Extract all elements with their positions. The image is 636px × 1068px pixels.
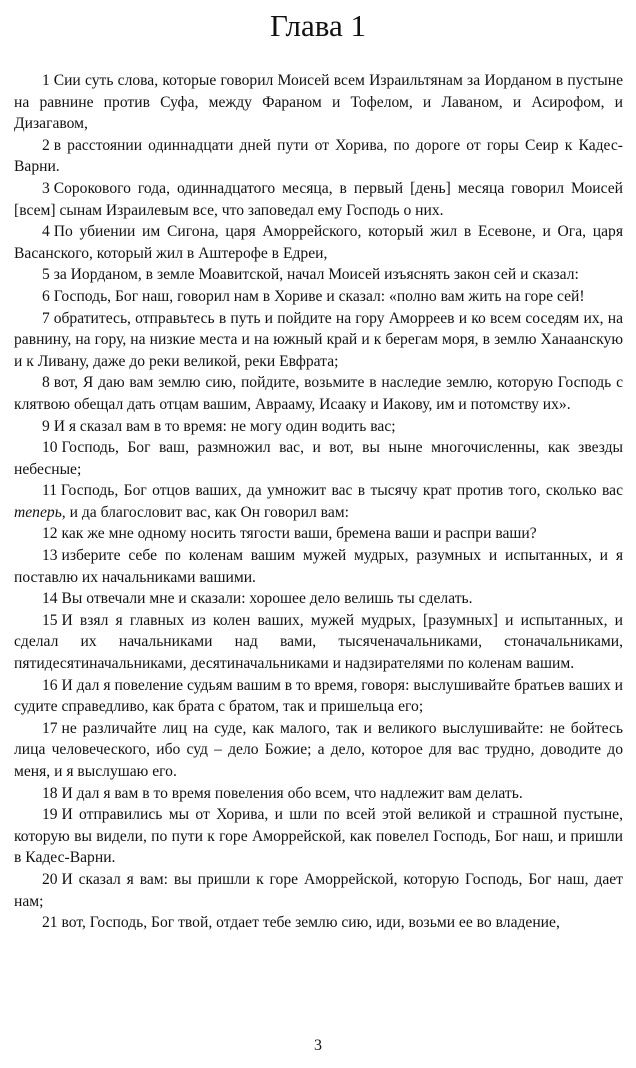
page-number: 3 [314, 1037, 322, 1054]
verse-number: 5 [42, 266, 50, 284]
verse-3 [14, 178, 623, 221]
verse-number: 21 [42, 914, 58, 932]
verse-6 [14, 286, 623, 308]
verse-number: 19 [42, 806, 58, 824]
verse-19 [14, 804, 623, 869]
verse-21 [14, 912, 623, 934]
verse-13 [14, 545, 623, 588]
verse-12 [14, 523, 623, 545]
chapter-title: Глава 1 [269, 8, 367, 43]
verse-number: 16 [42, 676, 58, 694]
verse-number: 1 [42, 72, 50, 89]
verse-18 [14, 783, 623, 805]
verse-11 [14, 480, 623, 523]
chapter-text [14, 70, 623, 934]
verse-number: 6 [42, 287, 50, 305]
verse-text: вот, Я даю вам землю сию, пойдите, возьмите в наследие землю, которую Господь с клятвою обещал дать отцам вашим, Аврааму, Исааку и Иакову, им и потомству их». [14, 374, 623, 413]
verse-1 [14, 70, 623, 135]
verse-text: Сии суть слова, которые говорил Моисей всем Израильтянам за Иорданом в пустыне на равнине против Суфа, между Фараном и Тофелом, и Лаваном, и Асирофом, и Дизагавом, [14, 72, 623, 133]
verse-text: в расстоянии одиннадцати дней пути от Хорива, по дороге от горы Сеир к Кадес-Варни. [14, 136, 623, 176]
verse-number: 2 [42, 136, 50, 154]
verse-9 [14, 416, 623, 438]
verse-14 [14, 588, 623, 610]
verse-text: По убиении им Сигона, царя Аморрейского, который жил в Есевоне, и Ога, царя Васанского, который жил в Аштерофе в Едреи, [14, 223, 623, 262]
verse-text: вот, Господь, Бог твой, отдает тебе землю сию, иди, возьми ее во владение, [61, 914, 560, 932]
verse-number: 14 [42, 590, 58, 608]
verse-number: 17 [42, 719, 58, 737]
verse-text: как же мне одному носить тягости ваши, бремена ваши и распри ваши? [61, 525, 537, 543]
verse-text: и да благословит вас, как Он говорил вам: [65, 503, 349, 521]
verse-text: И взял я главных из колен ваших, мужей мудрых, [разумных] и испытанных, и сделал их начальниками над вами, тысяченачальниками, стоначальниками, пятидесятиначальниками, десятиначальниками и надзирателями по коленам вашим. [14, 611, 623, 673]
verse-text: И сказал я вам: вы пришли к горе Аморрейской, которую Господь, Бог наш, дает нам; [14, 870, 623, 910]
verse-text: Господь, Бог наш, говорил нам в Хориве и сказал: «полно вам жить на горе сей! [53, 287, 585, 305]
verse-number: 9 [42, 417, 50, 435]
verse-text: изберите себе по коленам вашим мужей мудрых, разумных и испытанных, и я поставлю их начальниками вашими. [14, 547, 623, 586]
verse-text: И отправились мы от Хорива, и шли по всей этой великой и страшной пустыне, которую вы видели, по пути к горе Аморрейской, как повелел Господь, Бог наш, и пришли в Кадес-Варни. [14, 806, 623, 867]
verse-17 [14, 718, 623, 783]
verse-text: не различайте лиц на суде, как малого, так и великого выслушивайте: не бойтесь лица человеческого, ибо суд – дело Божие; а дело, которое для вас трудно, доводите до меня, и я выслушаю его. [14, 719, 623, 780]
verse-text-italic: теперь, [14, 503, 66, 521]
verse-number: 13 [42, 547, 58, 565]
verse-text: Вы отвечали мне и сказали: хорошее дело велишь ты сделать. [61, 590, 473, 608]
verse-number: 10 [42, 439, 58, 457]
verse-text: за Иорданом, в земле Моавитской, начал Моисей изъяснять закон сей и сказал: [53, 266, 579, 284]
verse-15 [14, 610, 623, 675]
verse-number: 18 [42, 784, 58, 802]
verse-text: Господь, Бог ваш, размножил вас, и вот, вы ныне многочисленны, как звезды небесные; [14, 439, 623, 478]
verse-16 [14, 675, 623, 718]
verse-8 [14, 372, 623, 415]
verse-4 [14, 221, 623, 264]
verse-text: И дал я повеление судьям вашим в то время, говоря: выслушивайте братьев ваших и судите справедливо, как брата с братом, так и пришельца его; [14, 676, 623, 716]
verse-number: 15 [42, 611, 58, 629]
verse-number: 20 [42, 870, 58, 888]
verse-number: 7 [42, 309, 50, 327]
verse-5 [14, 264, 623, 286]
verse-number: 8 [42, 374, 50, 392]
verse-text: Господь, Бог отцов ваших, да умножит вас в тысячу крат против того, сколько вас [60, 482, 623, 500]
verse-text: обратитесь, отправьтесь в путь и пойдите на гору Аморреев и ко всем соседям их, на равнину, на гору, на низкие места и на южный край и к берегам моря, в землю Ханаанскую и к Ливану, даже до реки великой, реки Евфрата; [14, 309, 623, 370]
verse-2 [14, 135, 623, 178]
verse-7 [14, 308, 623, 373]
verse-number: 12 [42, 525, 58, 543]
verse-number: 3 [42, 179, 50, 197]
verse-number: 11 [42, 482, 58, 500]
verse-number: 4 [42, 223, 50, 241]
verse-text: Сорокового года, одиннадцатого месяца, в первый [день] месяца говорил Моисей [всем] сынам Израилевым все, что заповедал ему Господь о них. [14, 179, 623, 219]
verse-text: И дал я вам в то время повеления обо всем, что надлежит вам делать. [61, 784, 523, 802]
verse-text: И я сказал вам в то время: не могу один водить вас; [53, 417, 396, 435]
verse-20 [14, 869, 623, 912]
verse-10 [14, 437, 623, 480]
